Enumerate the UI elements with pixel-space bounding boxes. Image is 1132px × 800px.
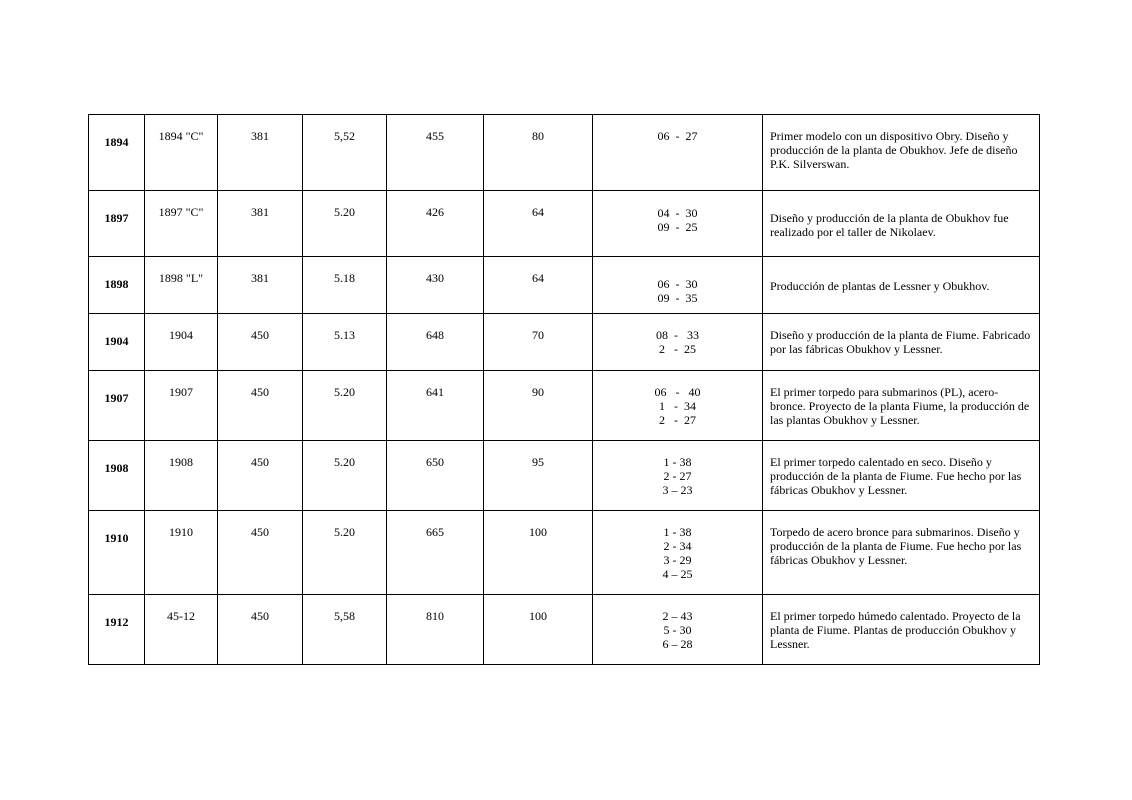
model-cell	[145, 441, 218, 511]
range-cell	[593, 191, 763, 257]
range-cell	[593, 115, 763, 191]
notes-cell-text: El primer torpedo húmedo calentado. Proyecto de la planta de Fiume. Plantas de producción Obukhov y Lessner.	[770, 609, 1021, 651]
caliber-cell-text: 381	[251, 271, 269, 285]
range-cell	[593, 371, 763, 441]
year-cell	[89, 595, 145, 665]
weight-cell-text: 650	[426, 455, 444, 469]
caliber-cell	[218, 441, 303, 511]
explosive-cell	[484, 511, 593, 595]
length-cell	[303, 115, 387, 191]
explosive-cell	[484, 371, 593, 441]
notes-cell-text: Primer modelo con un dispositivo Obry. Diseño y producción de la planta de Obukhov. Jefe de diseño P.K. Silverswan.	[770, 129, 1018, 171]
weight-cell	[387, 371, 484, 441]
year-cell	[89, 314, 145, 371]
model-cell-text: 1907	[169, 385, 193, 399]
range-values	[593, 371, 762, 427]
table-row	[89, 191, 1040, 257]
notes-cell	[763, 441, 1040, 511]
year-cell-text: 1897	[104, 211, 129, 225]
weight-cell	[387, 314, 484, 371]
explosive-cell-text: 90	[532, 385, 544, 399]
weight-cell	[387, 191, 484, 257]
range-line: 4 – 25	[662, 567, 693, 581]
table-row	[89, 115, 1040, 191]
model-cell-text: 1904	[169, 328, 193, 342]
range-line: 1 - 38	[663, 455, 692, 469]
model-cell	[145, 257, 218, 314]
table-row	[89, 257, 1040, 314]
range-line: 06 - 27	[657, 129, 698, 143]
range-line: 5 - 30	[663, 623, 692, 637]
model-cell	[145, 511, 218, 595]
range-line: 09 - 25	[657, 220, 698, 234]
range-values	[593, 191, 762, 234]
length-cell	[303, 511, 387, 595]
explosive-cell-text: 95	[532, 455, 544, 469]
weight-cell	[387, 595, 484, 665]
range-line: 1 - 38	[663, 525, 692, 539]
length-cell-text: 5.20	[334, 385, 355, 399]
explosive-cell-text: 64	[532, 205, 544, 219]
caliber-cell-text: 381	[251, 129, 269, 143]
caliber-cell-text: 450	[251, 328, 269, 342]
year-cell	[89, 511, 145, 595]
model-cell-text: 1894 "C"	[158, 129, 204, 143]
weight-cell	[387, 511, 484, 595]
caliber-cell	[218, 595, 303, 665]
year-cell	[89, 371, 145, 441]
caliber-cell-text: 450	[251, 525, 269, 539]
range-line: 2 - 34	[663, 539, 692, 553]
table-body	[89, 115, 1040, 665]
notes-cell-text: Diseño y producción de la planta de Fiume. Fabricado por las fábricas Obukhov y Lessner.	[770, 328, 1031, 356]
range-line: 2 - 27	[663, 469, 692, 483]
range-line: 2 – 43	[662, 609, 693, 623]
range-line: 2 - 27	[659, 413, 696, 427]
model-cell	[145, 371, 218, 441]
year-cell-text: 1910	[104, 531, 129, 545]
notes-cell-text: El primer torpedo calentado en seco. Diseño y producción de la planta de Fiume. Fue hecho por las fábricas Obukhov y Lessner.	[770, 455, 1022, 497]
range-cell	[593, 257, 763, 314]
caliber-cell-text: 450	[251, 609, 269, 623]
length-cell	[303, 441, 387, 511]
range-values	[593, 314, 762, 356]
year-cell	[89, 115, 145, 191]
range-cell	[593, 595, 763, 665]
table-row	[89, 441, 1040, 511]
notes-cell	[763, 511, 1040, 595]
year-cell	[89, 191, 145, 257]
length-cell-text: 5.20	[334, 455, 355, 469]
notes-cell	[763, 371, 1040, 441]
year-cell-text: 1894	[104, 135, 129, 149]
explosive-cell	[484, 257, 593, 314]
notes-cell-text: El primer torpedo para submarinos (PL), acero-bronce. Proyecto de la planta Fiume, la producción de las plantas Obukhov y Lessner.	[770, 385, 1030, 427]
range-line: 1 - 34	[659, 399, 696, 413]
model-cell	[145, 115, 218, 191]
caliber-cell-text: 450	[251, 455, 269, 469]
caliber-cell	[218, 191, 303, 257]
table-row	[89, 511, 1040, 595]
length-cell	[303, 314, 387, 371]
explosive-cell	[484, 115, 593, 191]
range-cell	[593, 441, 763, 511]
range-line: 04 - 30	[657, 206, 698, 220]
length-cell-text: 5.20	[334, 525, 355, 539]
weight-cell-text: 810	[426, 609, 444, 623]
model-cell	[145, 595, 218, 665]
length-cell-text: 5,58	[334, 609, 355, 623]
length-cell-text: 5.20	[334, 205, 355, 219]
range-line: 3 – 23	[662, 483, 693, 497]
weight-cell-text: 426	[426, 205, 444, 219]
explosive-cell-text: 100	[529, 525, 547, 539]
year-cell-text: 1898	[104, 277, 129, 291]
notes-cell	[763, 257, 1040, 314]
weight-cell-text: 430	[426, 271, 444, 285]
model-cell-text: 1898 "L"	[158, 271, 204, 285]
caliber-cell	[218, 115, 303, 191]
notes-cell-text: Torpedo de acero bronce para submarinos. Diseño y producción de la planta de Fiume. Fue hecho por las fábricas Obukhov y Lessner.	[770, 525, 1022, 567]
explosive-cell	[484, 441, 593, 511]
explosive-cell-text: 100	[529, 609, 547, 623]
model-cell-text: 1908	[169, 455, 193, 469]
year-cell-text: 1907	[104, 391, 129, 405]
year-cell-text: 1904	[104, 334, 129, 348]
length-cell	[303, 257, 387, 314]
range-line: 6 – 28	[662, 637, 693, 651]
weight-cell-text: 455	[426, 129, 444, 143]
range-line: 06 - 40	[654, 385, 701, 399]
weight-cell-text: 641	[426, 385, 444, 399]
range-line: 06 - 30	[657, 277, 698, 291]
length-cell-text: 5,52	[334, 129, 355, 143]
caliber-cell-text: 450	[251, 385, 269, 399]
weight-cell	[387, 257, 484, 314]
length-cell	[303, 371, 387, 441]
explosive-cell	[484, 191, 593, 257]
range-line: 3 - 29	[663, 553, 692, 567]
length-cell	[303, 595, 387, 665]
model-cell-text: 45-12	[167, 609, 195, 623]
caliber-cell	[218, 257, 303, 314]
table-row	[89, 314, 1040, 371]
range-values	[593, 441, 762, 497]
table-row	[89, 595, 1040, 665]
caliber-cell	[218, 511, 303, 595]
range-values	[593, 257, 762, 305]
range-values	[593, 595, 762, 651]
weight-cell-text: 648	[426, 328, 444, 342]
range-values	[593, 115, 762, 143]
caliber-cell-text: 381	[251, 205, 269, 219]
explosive-cell-text: 64	[532, 271, 544, 285]
range-line: 2 - 25	[659, 342, 696, 356]
explosive-cell	[484, 314, 593, 371]
weight-cell-text: 665	[426, 525, 444, 539]
model-cell-text: 1897 "C"	[158, 205, 204, 219]
notes-cell	[763, 191, 1040, 257]
caliber-cell	[218, 314, 303, 371]
torpedo-models-table	[88, 114, 1040, 665]
year-cell-text: 1908	[104, 461, 129, 475]
model-cell	[145, 191, 218, 257]
notes-cell	[763, 314, 1040, 371]
range-line: 09 - 35	[657, 291, 698, 305]
year-cell	[89, 441, 145, 511]
caliber-cell	[218, 371, 303, 441]
range-line: 08 - 33	[656, 328, 699, 342]
length-cell-text: 5.18	[334, 271, 355, 285]
range-cell	[593, 314, 763, 371]
range-values	[593, 511, 762, 581]
weight-cell	[387, 441, 484, 511]
range-cell	[593, 511, 763, 595]
length-cell	[303, 191, 387, 257]
notes-cell-text: Producción de plantas de Lessner y Obukhov.	[770, 279, 990, 293]
model-cell-text: 1910	[169, 525, 193, 539]
explosive-cell-text: 70	[532, 328, 544, 342]
weight-cell	[387, 115, 484, 191]
year-cell	[89, 257, 145, 314]
explosive-cell	[484, 595, 593, 665]
notes-cell	[763, 115, 1040, 191]
length-cell-text: 5.13	[334, 328, 355, 342]
year-cell-text: 1912	[104, 615, 129, 629]
explosive-cell-text: 80	[532, 129, 544, 143]
notes-cell-text: Diseño y producción de la planta de Obukhov fue realizado por el taller de Nikolaev.	[770, 211, 1009, 239]
model-cell	[145, 314, 218, 371]
table-row	[89, 371, 1040, 441]
notes-cell	[763, 595, 1040, 665]
